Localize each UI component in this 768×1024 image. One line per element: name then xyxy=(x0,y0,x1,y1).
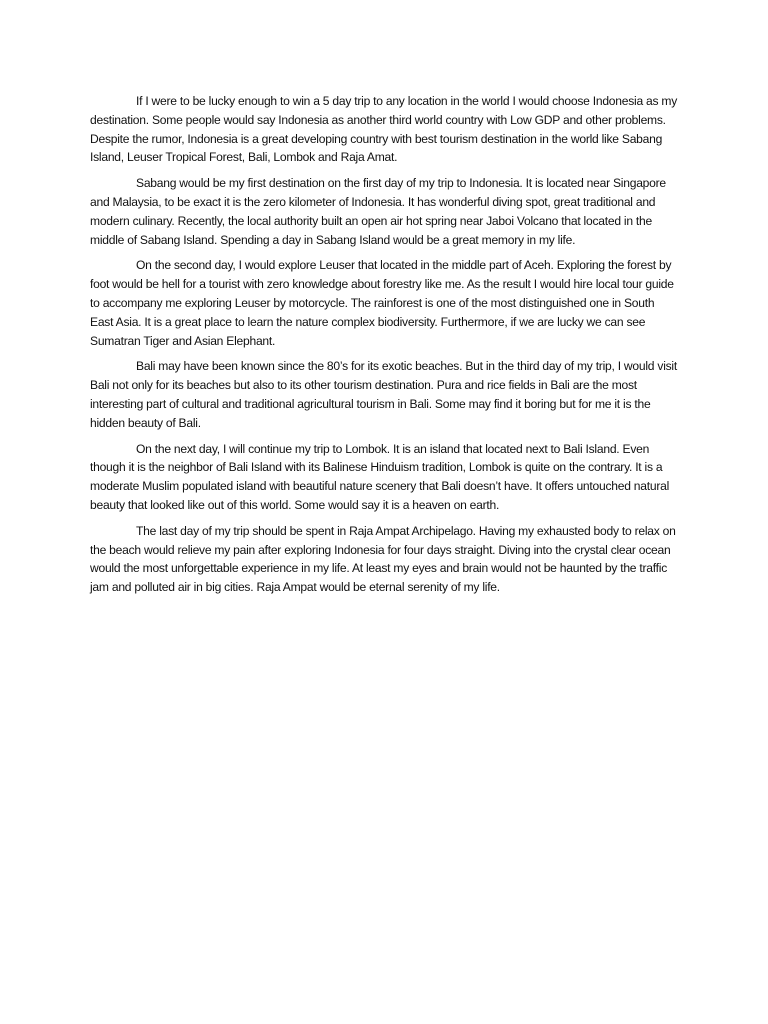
paragraph-lombok: On the next day, I will continue my trip to Lombok. It is an island that located next to Bali Island. Even though it is the neighbor of Bali Island with its Balinese Hinduism tradition, Lombok is quite on the contrary. It is a moderate Muslim populated island with beautiful nature scenery that Bali doesn’t have. It offers untouched natural beauty that looked like out of this world. Some would say it is a heaven on earth. xyxy=(90,441,670,512)
paragraph-leuser: On the second day, I would explore Leuser that located in the middle part of Aceh. Exploring the forest by foot would be hell for a tourist with zero knowledge about forestry like me. As the result I would hire local tour guide to accompany me exploring Leuser by motorcycle. The rainforest is one of the most distinguished one in South East Asia. It is a great place to learn the nature complex biodiversity. Furthermore, if we are lucky we can see Sumatran Tiger and Asian Elephant. xyxy=(90,258,674,348)
paragraph-bali: Bali may have been known since the 80’s for its exotic beaches. But in the third day of my trip, I would visit Bali not only for its beaches but also to its other tourism destination. Pura and rice fields in Bali are the most interesting part of cultural and traditional agricultural tourism in Bali. Some may find it boring but for me it is the hidden beauty of Bali. xyxy=(90,359,677,430)
paragraph-intro: If I were to be lucky enough to win a 5 day trip to any location in the world I would choose Indonesia as my destination. Some people would say Indonesia as another third world country with Low GDP and other problems. Despite the rumor, Indonesia is a great developing country with best tourism destination in the world like Sabang Island, Leuser Tropical Forest, Bali, Lombok and Raja Amat. xyxy=(90,94,678,165)
essay-body xyxy=(90,92,680,604)
paragraph-sabang: Sabang would be my first destination on the first day of my trip to Indonesia. It is located near Singapore and Malaysia, to be exact it is the zero kilometer of Indonesia. It has wonderful diving spot, great traditional and modern culinary. Recently, the local authority built an open air hot spring near Jaboi Volcano that located in the middle of Sabang Island. Spending a day in Sabang Island would be a great memory in my life. xyxy=(90,176,666,247)
paragraph-raja-ampat: The last day of my trip should be spent in Raja Ampat Archipelago. Having my exhausted body to relax on the beach would relieve my pain after exploring Indonesia for four days straight. Diving into the crystal clear ocean would the most unforgettable experience in my life. At least my eyes and brain would not be haunted by the traffic jam and polluted air in big cities. Raja Ampat would be eternal serenity of my life. xyxy=(90,523,676,595)
